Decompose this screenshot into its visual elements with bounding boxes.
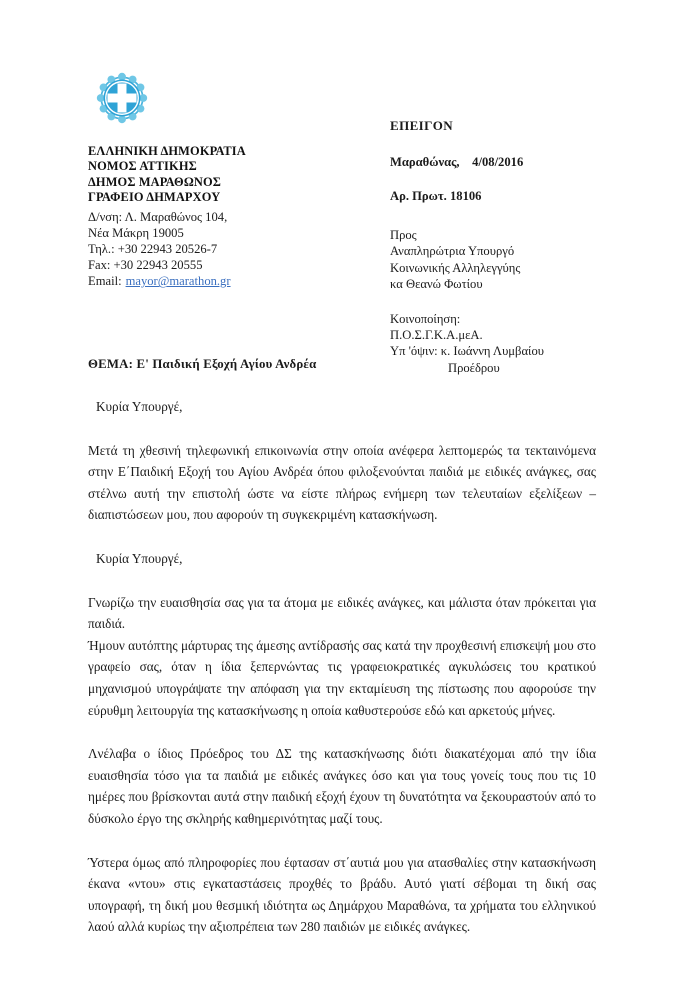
salutation-first: Κυρία Υπουργέ, (96, 399, 183, 414)
recipient-label: Προς (390, 228, 417, 242)
place-and-date: Μαραθώνας, 4/08/2016 (390, 155, 524, 169)
urgent-label: ΕΠΕΙΓΟΝ (390, 118, 454, 133)
body-paragraph-2a: Γνωρίζω την ευαισθησία σας για τα άτομα με ειδικές ανάγκες, και μάλιστα όταν πρόκειται για παιδιά. (88, 594, 596, 632)
email-row (88, 273, 358, 289)
subject-line: ΘΕΜΑ: Ε' Παιδική Εξοχή Αγίου Ανδρέα (88, 357, 317, 371)
address-line-2: Νέα Μάκρη 19005 (88, 225, 184, 240)
recipient-line-1: Αναπληρώτρια Υπουργό (390, 244, 515, 259)
cc-block (390, 311, 640, 377)
phone-line: Τηλ.: +30 22943 20526-7 (88, 242, 218, 257)
protocol-number: Αρ. Πρωτ. 18106 (390, 189, 482, 203)
body-paragraph-1: Μετά τη χθεσινή τηλεφωνική επικοινωνία στην οποία ανέφερα λεπτομερώς τα τεκταινόμενα στην Ε΄Παιδική Εξοχή του Αγίου Ανδρέα όπου φιλοξενούνται παιδιά με ειδικές ανάγκες, σας στέλνω αυτή την επιστολή ώστε να είστε πλήρως ενήμερη των τελευταίων εξελίξεων – διαπιστώσεων μου, που αφορούν τη συγκεκριμένη κατασκήνωση. (88, 442, 596, 523)
cc-attention: Υπ 'όψιν: κ. Ιωάννη Λυμβαίου (390, 344, 544, 359)
recipient-block (390, 227, 640, 293)
organization-block (88, 144, 358, 206)
recipient-line-2: Κοινωνικής Αλληλεγγύης (390, 260, 521, 275)
body-paragraph-2b: Ήμουν αυτόπτης μάρτυρας της άμεσης αντίδρασής σας κατά την προχθεσινή επισκεψή μου στο γραφείο σας, όταν η ίδια ξεπερνώντας τις γραφειοκρατικές αγκυλώσεις του κρατικού μηχανισμού υπογράψατε την απόφαση για την εκταμίευση της πίστωσης που αφορούσε την εύρυθμη λειτουργία της κατασκήνωσης η οποία καθυστερούσε εδώ και αρκετούς μήνες. (88, 637, 596, 718)
cc-label: Κοινοποίηση: (390, 311, 461, 326)
org-line-4: ΓΡΑΦΕΙΟ ΔΗΜΑΡΧΟΥ (88, 190, 221, 205)
greek-coat-of-arms-icon (94, 70, 150, 126)
letterhead-left-block (88, 70, 358, 290)
address-line-1: Δ/νση: Λ. Μαραθώνος 104, (88, 209, 228, 224)
body-paragraph-4: Ύστερα όμως από πληροφορίες που έφτασαν στ΄αυτιά μου για ατασθαλίες στην κατασκήνωση έκανα «ντου» στις εγκαταστάσεις προχθές το βράδυ. Αυτό γιατί σέβομαι τη δική σας υπογραφή, τη δική μου θεσμική ιδιότητα ως Δημάρχου Μαραθώνα, τα χρήματα του ελληνικού λαού αλλά κυρίως την αξιοπρέπεια των 280 παιδιών με ειδικές ανάγκες. (88, 854, 596, 935)
fax-line: Fax: +30 22943 20555 (88, 258, 203, 273)
email-label: Email: (88, 274, 122, 289)
letter-body (88, 396, 596, 960)
body-paragraph-3: Λνέλαβα ο ίδιος Πρόεδρος του ΔΣ της κατασκήνωσης διότι διακατέχομαι από την ίδια ευαισθησία τόσο για τα παιδιά με ειδικές ανάγκες όσο και για τους γονείς τους που τις 10 ημέρες που βρίσκονται αυτά στην παιδική εξοχή έχουν τη δυνατότητα να ξεκουραστούν από το δύσκολο έργο της σκληρής καθημερινότητας μαζί τους. (88, 746, 596, 826)
recipient-line-3: κα Θεανώ Φωτίου (390, 277, 483, 292)
email-link[interactable]: mayor@marathon.gr (125, 274, 231, 289)
org-line-2: ΝΟΜΟΣ ΑΤΤΙΚΗΣ (88, 159, 197, 174)
org-line-1: ΕΛΛΗΝΙΚΗ ΔΗΜΟΚΡΑΤΙΑ (88, 144, 246, 158)
contact-block (88, 209, 358, 290)
cc-organization: Π.Ο.Σ.Γ.Κ.Α.μεΑ. (390, 328, 483, 343)
letterhead-right-block (390, 118, 640, 376)
salutation-second: Κυρία Υπουργέ, (96, 550, 183, 566)
cc-role: Προέδρου (448, 360, 500, 375)
org-line-3: ΔΗΜΟΣ ΜΑΡΑΘΩΝΟΣ (88, 174, 222, 189)
